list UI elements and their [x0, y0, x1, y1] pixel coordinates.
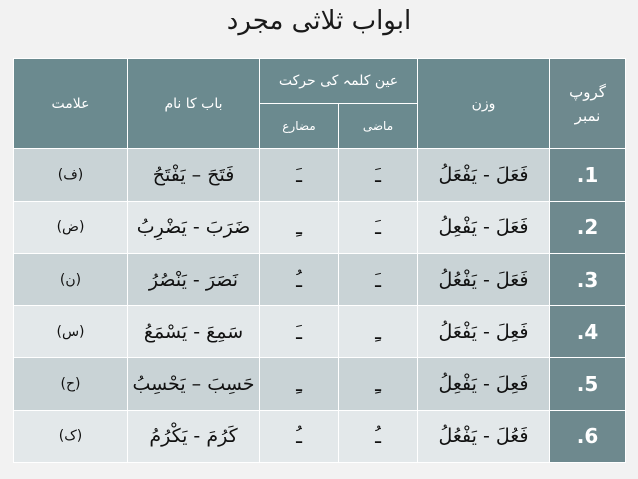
alamat-cell: (س)	[14, 306, 128, 358]
wazn-cell: فَعَلَ - يَفْعِلُ	[418, 201, 550, 253]
group-number-header-line2: نمبر	[574, 106, 601, 125]
alamat-header: علامت	[14, 59, 128, 149]
abwab-table	[13, 58, 626, 463]
madi-cell: ـِ	[339, 306, 418, 358]
madi-header: ماضی	[339, 104, 418, 149]
mudari-cell: ـُ	[260, 410, 339, 462]
wazn-cell: فَعِلَ - يَفْعِلُ	[418, 358, 550, 410]
wazn-cell: فَعَلَ - يَفْعَلُ	[418, 149, 550, 201]
madi-cell: ـِ	[339, 358, 418, 410]
wazn-header: وزن	[418, 59, 550, 149]
header-row	[14, 59, 626, 104]
mudari-cell: ـِ	[260, 358, 339, 410]
madi-cell: ـُ	[339, 410, 418, 462]
row-number: 5.	[550, 358, 626, 410]
bab-cell: حَسِبَ – يَحْسِبُ	[128, 358, 260, 410]
table-row	[14, 410, 626, 462]
mudari-cell: ـَ	[260, 149, 339, 201]
group-number-header	[550, 59, 626, 149]
madi-cell: ـَ	[339, 253, 418, 305]
mudari-cell: ـَ	[260, 306, 339, 358]
bab-cell: نَصَرَ - يَنْصُرُ	[128, 253, 260, 305]
mudari-cell: ـِ	[260, 201, 339, 253]
bab-cell: فَتَحَ – يَفْتَحُ	[128, 149, 260, 201]
alamat-cell: (ض)	[14, 201, 128, 253]
table-row	[14, 149, 626, 201]
alamat-cell: (ک)	[14, 410, 128, 462]
table-row	[14, 306, 626, 358]
table-row	[14, 201, 626, 253]
page-title: ابواب ثلاثی مجرد	[226, 6, 412, 36]
group-number-header-line1: گروپ	[569, 82, 606, 101]
madi-cell: ـَ	[339, 201, 418, 253]
mudari-header: مضارع	[260, 104, 339, 149]
wazn-cell: فَعُلَ - يَفْعُلُ	[418, 410, 550, 462]
mudari-cell: ـُ	[260, 253, 339, 305]
alamat-cell: (ف)	[14, 149, 128, 201]
row-number: 3.	[550, 253, 626, 305]
ain-harakat-header: عین کلمہ کی حرکت	[260, 59, 418, 104]
madi-cell: ـَ	[339, 149, 418, 201]
wazn-cell: فَعِلَ - يَفْعَلُ	[418, 306, 550, 358]
bab-cell: سَمِعَ - يَسْمَعُ	[128, 306, 260, 358]
wazn-cell: فَعَلَ - يَفْعُلُ	[418, 253, 550, 305]
table-row	[14, 253, 626, 305]
table-row	[14, 358, 626, 410]
bab-cell: كَرُمَ - يَكْرُمُ	[128, 410, 260, 462]
row-number: 4.	[550, 306, 626, 358]
alamat-cell: (ح)	[14, 358, 128, 410]
bab-name-header: باب کا نام	[128, 59, 260, 149]
bab-cell: ضَرَبَ - يَضْرِبُ	[128, 201, 260, 253]
alamat-cell: (ن)	[14, 253, 128, 305]
row-number: 1.	[550, 149, 626, 201]
row-number: 2.	[550, 201, 626, 253]
row-number: 6.	[550, 410, 626, 462]
